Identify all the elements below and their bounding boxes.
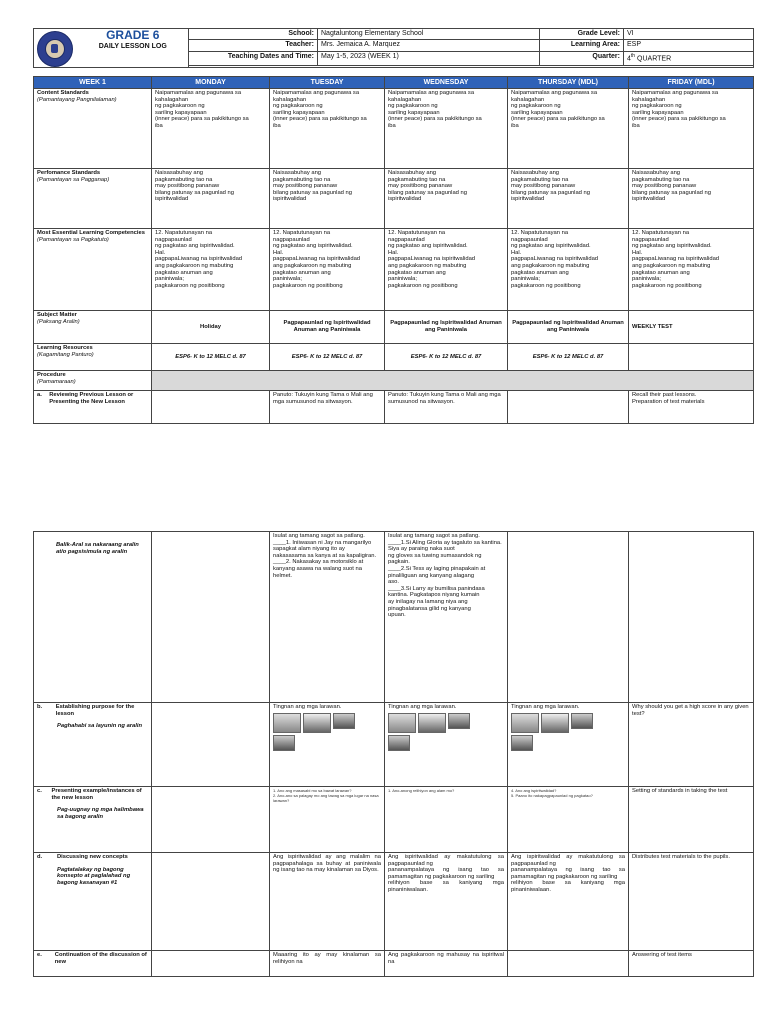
school-value: Nagtaluntong Elementary School (318, 29, 540, 40)
quarter-value (624, 51, 754, 65)
discussing-row (34, 853, 754, 951)
balik-aral-row (34, 532, 754, 703)
purpose-sub: Paghahabi sa layunin ng aralin (57, 723, 143, 730)
purpose-mon (152, 703, 270, 787)
doc-title: DAILY LESSON LOG (98, 43, 167, 50)
header-table (33, 28, 754, 68)
reviewing-letter: a. (37, 392, 42, 398)
procedure-label (34, 371, 152, 391)
performance-fri: Naisasabuhay ang pagkamabuting tao na may positibong pananaw bilang patunay sa pagunlad ng ispiritwalidad (629, 169, 754, 229)
performance-sub: (Pamantayan sa Pagganap) (37, 176, 110, 183)
performance-mon: Naisasabuhay ang pagkamabuting tao na may positibong pananaw bilang patunay sa pagunlad ng ispiritwalidad (152, 169, 270, 229)
melc-mon: 12. Napatutunayan na nagpapaunlad ng pagkatao ang ispiritwalidad. Hal. pagpapaLiwanag na ispiritwalidad ang pagkakaroon ng mabuting pagkatao anuman ang paniniwala; pagkakaroon ng positibong (152, 229, 270, 311)
discussing-title: Discussing new concepts (57, 854, 128, 860)
content-standards-sub: (Pamantayang Pangnilalaman) (37, 96, 117, 103)
content-thu: Naipamamalas ang pagunawa sa kahalagahan ng pagkakaroon ng sariling kapayapaan (inner peace) para sa pakikitungo sa iba (508, 89, 629, 169)
col-tuesday: TUESDAY (270, 77, 385, 89)
continuation-title: Continuation of the discussion of new (54, 952, 147, 965)
subject-fri: WEEKLY TEST (629, 311, 754, 344)
quarter-label: Quarter: (540, 51, 624, 65)
presenting-mon (152, 787, 270, 853)
col-monday: MONDAY (152, 77, 270, 89)
discussing-letter: d. (37, 854, 43, 860)
procedure-sub: (Pamamaraan) (37, 378, 76, 385)
continuation-tue: Maaaring ito ay may kinalaman sa relihiyon na (270, 951, 385, 977)
reviewing-title: Reviewing Previous Lesson or Presenting the New Lesson (49, 392, 134, 405)
reviewing-wed: Panuto: Tukuyin kung Tama o Mali ang mga sumusunod na sitwasyon. (385, 391, 508, 424)
presenting-tue (270, 787, 385, 853)
balik-thu (508, 532, 629, 703)
performance-tue: Naisasabuhay ang pagkamabuting tao na may positibong pananaw bilang patunay sa pagunlad ng ispiritwalidad (270, 169, 385, 229)
continuation-fri: Answering of test items (629, 951, 754, 977)
melc-tue: 12. Napatutunayan na nagpapaunlad ng pagkatao ang ispiritwalidad. Hal. pagpapaLiwanag na ispiritwalidad ang pagkakaroon ng mabuting pagkatao anuman ang paniniwala; pagkakaroon ng positibong (270, 229, 385, 311)
melc-sub: (Pamantayan sa Pagkatuto) (37, 236, 109, 243)
title-cell (78, 29, 189, 68)
resources-wed: ESP6- K to 12 MELC d. 87 (385, 344, 508, 371)
discussing-sub: Pagtatalakay ng bagong konsepto at paglalahad ng bagong kasanayan #1 (57, 866, 131, 886)
procedure-row (34, 371, 754, 391)
subject-matter-row (34, 311, 754, 344)
temple-photo-icon (448, 713, 470, 729)
purpose-wed (385, 703, 508, 786)
balik-aral-label (34, 532, 152, 703)
reviewing-mon (152, 391, 270, 424)
deped-seal-icon (37, 31, 73, 67)
content-standards-row (34, 89, 754, 169)
subject-sub: (Paksang Aralin) (37, 318, 80, 325)
content-standards-title: Content Standards (37, 90, 89, 96)
temple-photo-icon (571, 713, 593, 729)
resources-fri (629, 344, 754, 371)
purpose-label (34, 703, 152, 787)
melc-label (34, 229, 152, 311)
subject-label (34, 311, 152, 344)
balik-fri (629, 532, 754, 703)
purpose-row (34, 703, 754, 786)
continuation-thu (508, 951, 629, 977)
purpose-fri: Why should you get a high score in any given test? (629, 703, 754, 787)
chapel-photo-icon (388, 735, 410, 751)
presenting-fri: Setting of standards in taking the test (629, 787, 754, 853)
lesson-table-page2 (33, 531, 754, 977)
content-mon: Naipamamalas ang pagunawa sa kahalagahan ng pagkakaroon ng sariling kapayapaan (inner peace) para sa pakikitungo sa iba (152, 89, 270, 169)
purpose-tue-images (273, 713, 363, 751)
reviewing-fri: Recall their past lessons. Preparation of test materials (629, 391, 754, 424)
purpose-wed-text: Tingnan ang mga larawan. (388, 704, 457, 710)
continuation-row (34, 951, 754, 977)
school-label: School: (189, 29, 318, 40)
melc-wed: 12. Napatutunayan na nagpapaunlad ng pagkatao ang ispiritwalidad. Hal. pagpapaLiwanag na ispiritwalidad ang pagkakaroon ng mabuting pagkatao anuman ang paniniwala; pagkakaroon ng positibong (385, 229, 508, 311)
grade-level-label: Grade Level: (540, 29, 624, 40)
teacher-label: Teacher: (189, 40, 318, 51)
mosque-photo-icon (541, 713, 569, 733)
content-tue: Naipamamalas ang pagunawa sa kahalagahan ng pagkakaroon ng sariling kapayapaan (inner peace) para sa pakikitungo sa iba (270, 89, 385, 169)
church-photo-icon (273, 713, 301, 733)
discussing-tue: Ang ispiritwalidad ay ang malalim na pagpapahalaga sa buhay at paniniwala ng isang tao na may kinalaman sa Diyos. (270, 853, 385, 951)
balik-aral-sub: Balik-Aral sa nakaraang aralin at/o pagsisimula ng aralin (56, 542, 139, 555)
purpose-thu-questions: 4. Ano ang ispiritwalidad? 5. Paano ito nakapagpapaunlad ng pagkatao? (511, 788, 593, 798)
purpose-title: Establishing purpose for the lesson (55, 704, 135, 717)
content-standards-label (34, 89, 152, 169)
purpose-wed-questions: 1. Ano-anong relihiyon ang alam mo? (388, 788, 455, 793)
subject-thu: Pagpapaunlad ng Ispiritwalidad Anuman ang Paniniwala (508, 311, 629, 344)
grade-level-value: VI (624, 29, 754, 40)
resources-title: Learning Resources (37, 345, 93, 351)
col-wednesday: WEDNESDAY (385, 77, 508, 89)
lesson-table-page1 (33, 76, 754, 424)
performance-title: Perfomance Standards (37, 170, 101, 176)
subject-mon: Holiday (152, 311, 270, 344)
reviewing-thu (508, 391, 629, 424)
mosque-photo-icon (418, 713, 446, 733)
presenting-wed (385, 787, 508, 853)
melc-title: Most Essential Learning Competencies (37, 230, 145, 236)
procedure-shaded (152, 371, 754, 391)
presenting-row (34, 787, 754, 853)
melc-fri: 12. Napatutunayan na nagpapaunlad ng pagkatao ang ispiritwalidad. Hal. pagpapaLiwanag na ispiritwalidad ang pagkakaroon ng mabuting pagkatao anuman ang paniniwala; pagkakaroon ng positibong (629, 229, 754, 311)
grade-title: GRADE 6 (106, 28, 160, 42)
continuation-mon (152, 951, 270, 977)
resources-thu: ESP6- K to 12 MELC d. 87 (508, 344, 629, 371)
resources-sub: (Kagamitang Panturo) (37, 351, 94, 358)
presenting-label (34, 787, 152, 853)
deped-seal-cell (34, 29, 78, 68)
procedure-title: Procedure (37, 372, 66, 378)
col-friday: FRIDAY (MDL) (629, 77, 754, 89)
balik-mon (152, 532, 270, 703)
discussing-fri: Distributes test materials to the pupils. (629, 853, 754, 951)
discussing-thu: Ang ispiritwalidad ay makatutulong sa pagpapaunlad ng pananampalataya ng isang tao sa pamamagitan ng pagkakaroon ng sariling relihiyon base sa kaniyang mga pinaniniwalaan. (508, 853, 629, 951)
area-value: ESP (624, 40, 754, 51)
melc-row (34, 229, 754, 311)
purpose-thu-text: Tingnan ang mga larawan. (511, 704, 580, 710)
resources-row (34, 344, 754, 371)
area-label: Learning Area: (540, 40, 624, 51)
resources-label (34, 344, 152, 371)
continuation-wed: Ang pagkakaroon ng mahusay na ispiritwal na (385, 951, 508, 977)
content-wed: Naipamamalas ang pagunawa sa kahalagahan ng pagkakaroon ng sariling kapayapaan (inner peace) para sa pakikitungo sa iba (385, 89, 508, 169)
balik-wed: Isulat ang tamang sagot sa patlang. ____1.Si Aling Gloria ay tagaluto sa kantina. Siya ay paraing naka suot ng gloves sa tuwing sumasandok ng pagkain. ____2.Si Tess ay laging pinapakain at pinaliliguan ang kanyang alagang aso. ____3.Si Larry ay bumilisa panindasa kantina. Pagkatapos niyang kumain ay inilagay na lamang niya ang pinagbalatansa gilid ng kanyang upuan. (385, 532, 508, 703)
balik-tue: Isulat ang tamang sagot sa patlang. ____1. Iniiwasan ni Jay na mangarilyo sapagkat alam niyang ito ay nakasasama sa kanya at sa kapaligiran. ____2. Nakasakay sa motorsiklo at kanyang asawa na walang suot na helmet. (270, 532, 385, 703)
performance-standards-row (34, 169, 754, 229)
performance-standards-label (34, 169, 152, 229)
discussing-wed: Ang ispiritwalidad ay makatutulong sa pagpapaunlad ng pananampalataya ng isang tao sa pamamagitan ng pagkakaroon ng sariling relihiyon base sa kaniyang mga pinaniniwalaan. (385, 853, 508, 951)
chapel-photo-icon (511, 735, 533, 751)
presenting-title: Presenting example/instances of the new lesson (51, 788, 142, 801)
quarter-sup: th (630, 52, 636, 59)
continuation-label (34, 951, 152, 977)
quarter-num: 4 (627, 55, 631, 63)
subject-title: Subject Matter (37, 312, 77, 318)
performance-thu: Naisasabuhay ang pagkamabuting tao na may positibong pananaw bilang patunay sa pagunlad ng ispiritwalidad (508, 169, 629, 229)
discussing-label (34, 853, 152, 951)
dates-value: May 1-5, 2023 (WEEK 1) (318, 51, 540, 65)
col-week: WEEK 1 (34, 77, 152, 89)
presenting-letter: c. (37, 788, 42, 794)
melc-thu: 12. Napatutunayan na nagpapaunlad ng pagkatao ang ispiritwalidad. Hal. pagpapaLiwanag na ispiritwalidad ang pagkakaroon ng mabuting pagkatao anuman ang paniniwala; pagkakaroon ng positibong (508, 229, 629, 311)
subject-tue: Pagpapaunlad ng Ispiritwalidad Anuman ang Paniniwala (270, 311, 385, 344)
performance-wed: Naisasabuhay ang pagkamabuting tao na may positibong pananaw bilang patunay sa pagunlad ng ispiritwalidad (385, 169, 508, 229)
temple-photo-icon (333, 713, 355, 729)
purpose-tue (270, 703, 385, 786)
continuation-letter: e. (37, 952, 42, 958)
teacher-value: Mrs. Jemaica A. Marquez (318, 40, 540, 51)
purpose-wed-images (388, 713, 478, 751)
chapel-photo-icon (273, 735, 295, 751)
resources-mon: ESP6- K to 12 MELC d. 87 (152, 344, 270, 371)
mosque-photo-icon (303, 713, 331, 733)
presenting-thu (508, 787, 629, 853)
content-fri: Naipamamalas ang pagunawa sa kahalagahan ng pagkakaroon ng sariling kapayapaan (inner peace) para sa pakikitungo sa iba (629, 89, 754, 169)
discussing-mon (152, 853, 270, 951)
church-photo-icon (511, 713, 539, 733)
purpose-tue-questions: 1. Ano ang masasabi mo sa bawat larawan? 2. Ano-ano sa palagay mo ang tawag sa mga lugar na nasa larawan? (273, 788, 379, 803)
reviewing-label (34, 391, 152, 424)
reviewing-tue: Panuto: Tukuyin kung Tama o Mali ang mga sumusunod na sitwasyon. (270, 391, 385, 424)
quarter-text: QUARTER (635, 55, 672, 63)
dates-label: Teaching Dates and Time: (189, 51, 318, 65)
purpose-thu-images (511, 713, 601, 751)
reviewing-row (34, 391, 754, 424)
subject-wed: Pagpapaunlad ng Ispiritwalidad Anuman ang Paniniwala (385, 311, 508, 344)
presenting-sub: Pag-uugnay ng mga halimbawa sa bagong aralin (57, 807, 144, 820)
purpose-letter: b. (37, 704, 43, 710)
purpose-thu (508, 703, 629, 786)
resources-tue: ESP6- K to 12 MELC d. 87 (270, 344, 385, 371)
church-photo-icon (388, 713, 416, 733)
purpose-tue-text: Tingnan ang mga larawan. (273, 704, 342, 710)
col-thursday: THURSDAY (MDL) (508, 77, 629, 89)
